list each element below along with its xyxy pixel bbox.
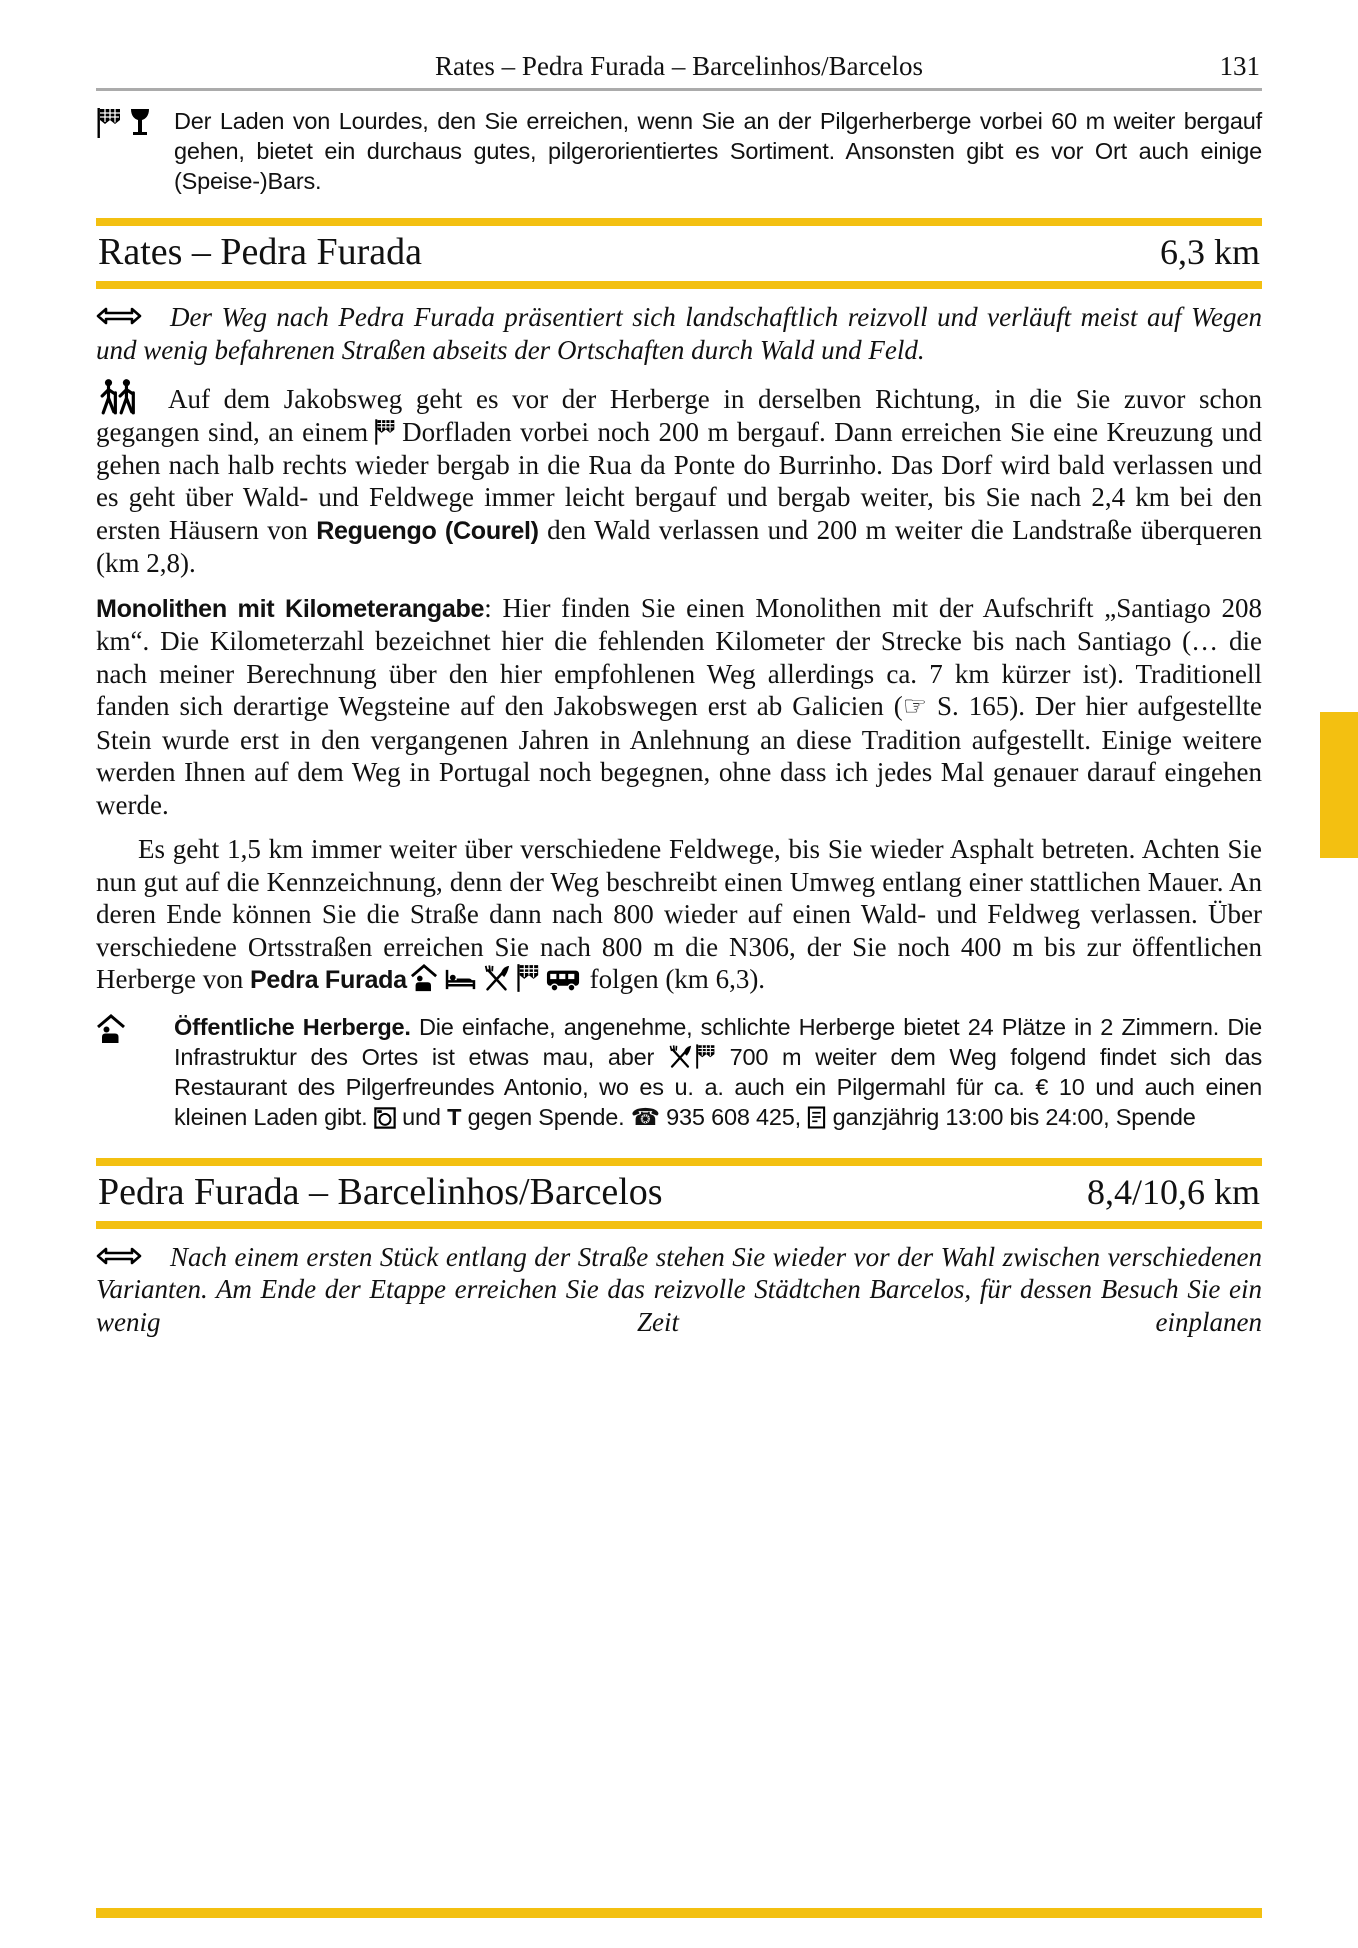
running-head — [96, 50, 1262, 91]
hostel-icon — [96, 1014, 126, 1044]
continue-text-1: Es geht 1,5 km immer weiter über verschiedene Feldwege, bis Sie wieder Asphalt betreten. Achten Sie nun gut auf die Kennzeichnung, denn der Weg beschreibt einen Umweg entlang einer stattlichen Mauer. An deren Ende können Sie die Straße dann nach 800 wieder auf einen Wald- und Feldweg verlassen. Über verschiedene Ortsstraßen erreichen Sie nach 800 m die N306, der Sie noch 400 m bis zur öffentlichen Herberge von — [96, 834, 1262, 994]
dryer-symbol: T — [447, 1103, 462, 1130]
washing-machine-icon — [374, 1107, 396, 1129]
bus-icon — [546, 969, 580, 992]
route-text-3: den Wald verlassen und 200 m weiter die Landstraße überqueren (km 2,8). — [96, 514, 1262, 578]
page-content — [96, 50, 1262, 1338]
stage-distance: 6,3 km — [1159, 232, 1260, 272]
stage-title: Rates – Pedra Furada — [98, 231, 422, 273]
phone-icon: ☎ — [630, 1102, 660, 1131]
pointing-hand-icon: ☞ — [902, 691, 927, 722]
hostel-note-2: 700 m weiter dem Weg folgend findet sich das Restaurant des Pilgerfreundes Antonio, wo es u. a. auch ein Pilgermahl für ca. € 10 und auch einen kleinen Laden gibt. — [174, 1043, 1262, 1130]
hostel-note-4: gegen Spende. — [461, 1103, 631, 1130]
shop-icon — [374, 419, 396, 445]
restaurant-icon — [668, 1045, 692, 1069]
route-text-1: Auf dem Jakobsweg geht es vor der Herberge in derselben Richtung, in die Sie zuvor schon gegangen sind, an einem — [96, 384, 1262, 447]
stage-overview-text: Nach einem ersten Stück entlang der Straße stehen Sie wieder vor der Wahl zwischen verschiedenen Varianten. Am Ende der Etappe erreichen Sie das reizvolle Städtchen Barcelos, für dessen Besuch Sie ein wenig Zeit einplanen — [96, 1241, 1262, 1337]
page-number: 131 — [1219, 51, 1260, 81]
shop-note-text: Der Laden von Lourdes, den Sie erreichen, wenn Sie an der Pilgerherberge vorbei 60 m weiter bergauf gehen, bietet ein durchaus gutes, pilgerorientiertes Sortiment. Ansonsten gibt es vor Ort auch einige (Speise-)Bars. — [174, 108, 1262, 194]
continue-paragraph — [96, 833, 1262, 997]
gold-rule-bottom — [96, 281, 1262, 289]
running-head-title: Rates – Pedra Furada – Barcelinhos/Barcelos — [434, 51, 924, 81]
stage-heading-row — [96, 226, 1262, 281]
shop-note — [96, 106, 1262, 196]
stage-heading-row — [96, 1166, 1262, 1221]
monolith-text-2: S. 165). Der hier aufgestellte Stein wurde erst in den vergangenen Jahren in Anlehnung an diese Tradition aufgestellt. Einige weitere werden Ihnen auf dem Weg in Portugal noch begegnen, ohne dass ich jedes Mal genauer darauf eingehen werde. — [96, 691, 1262, 820]
place-name-pedra-furada: Pedra Furada — [249, 966, 407, 994]
gold-rule-top — [96, 218, 1262, 226]
route-overview-icon — [96, 1243, 142, 1269]
hostel-icon — [410, 964, 438, 992]
keyword-monolith: Monolithen mit Kilometerangabe — [96, 594, 485, 623]
stage-overview — [96, 301, 1262, 366]
stage-heading-pedra-furada-barcelos — [96, 1158, 1262, 1229]
place-name-reguengo: Reguengo (Courel) — [316, 516, 539, 545]
stage-overview — [96, 1241, 1262, 1339]
gold-rule-bottom — [96, 1221, 1262, 1229]
monolith-paragraph — [96, 592, 1262, 822]
hikers-icon — [96, 378, 140, 416]
restaurant-icon — [483, 965, 510, 992]
thumb-index-tab — [1320, 712, 1358, 858]
hostel-note-5: 935 608 425, — [659, 1103, 808, 1130]
stage-distance: 8,4/10,6 km — [1086, 1171, 1260, 1212]
bed-icon — [444, 967, 477, 992]
page-footer-rule — [96, 1908, 1262, 1918]
hostel-note-text — [174, 1012, 1262, 1132]
stage-title: Pedra Furada – Barcelinhos/Barcelos — [98, 1170, 663, 1213]
hostel-note-1: Die einfache, angenehme, schlichte Herberge bietet 24 Plätze in 2 Zimmern. Die Infrastruktur des Ortes ist etwas mau, aber — [174, 1013, 1262, 1070]
shop-note-icons — [96, 106, 174, 196]
continue-text-2: folgen (km 6,3). — [582, 964, 766, 994]
shop-icon — [96, 108, 122, 138]
shop-icon — [695, 1044, 716, 1069]
gold-rule-top — [96, 1158, 1262, 1166]
hostel-note-3: und — [395, 1103, 448, 1130]
stage-overview-text: Der Weg nach Pedra Furada präsentiert sich landschaftlich reizvoll und verläuft meist auf Wegen und wenig befahrenen Straßen abseits der Ortschaften durch Wald und Feld. — [96, 302, 1262, 365]
hostel-note-lead: Öffentliche Herberge. — [174, 1013, 411, 1040]
route-overview-icon — [96, 303, 142, 329]
monolith-text-1: : Hier finden Sie einen Monolithen mit der Aufschrift „Santiago 208 km“. Die Kilometerzahl bezeichnet hier die fehlenden Kilometer der Strecke bis nach Santiago (… die nach meiner Berechnung über den hier empfohlenen Weg allerdings ca. 7 km kürzer ist). Traditionell fanden sich derartige Wegsteine auf den Jakobswegen erst ab Galicien ( — [96, 592, 1262, 721]
hostel-note-6: ganzjährig 13:00 bis 24:00, Spende — [826, 1103, 1196, 1130]
hostel-note-icons — [96, 1012, 174, 1132]
bar-icon — [129, 108, 151, 138]
shop-icon — [516, 964, 540, 992]
opening-hours-icon — [807, 1106, 826, 1129]
hostel-note — [96, 1012, 1262, 1132]
route-text-2: Dorfladen vorbei noch 200 m bergauf. Dann erreichen Sie eine Kreuzung und gehen nach halb rechts wieder bergab in die Rua da Ponte do Burrinho. Das Dorf wird bald verlassen und es geht über Wald- und Feldwege immer leicht bergauf und bergab weiter, bis Sie nach 2,4 km bei den ersten Häusern von — [96, 417, 1262, 545]
route-description — [96, 378, 1262, 580]
stage-heading-rates-pedra-furada — [96, 218, 1262, 289]
